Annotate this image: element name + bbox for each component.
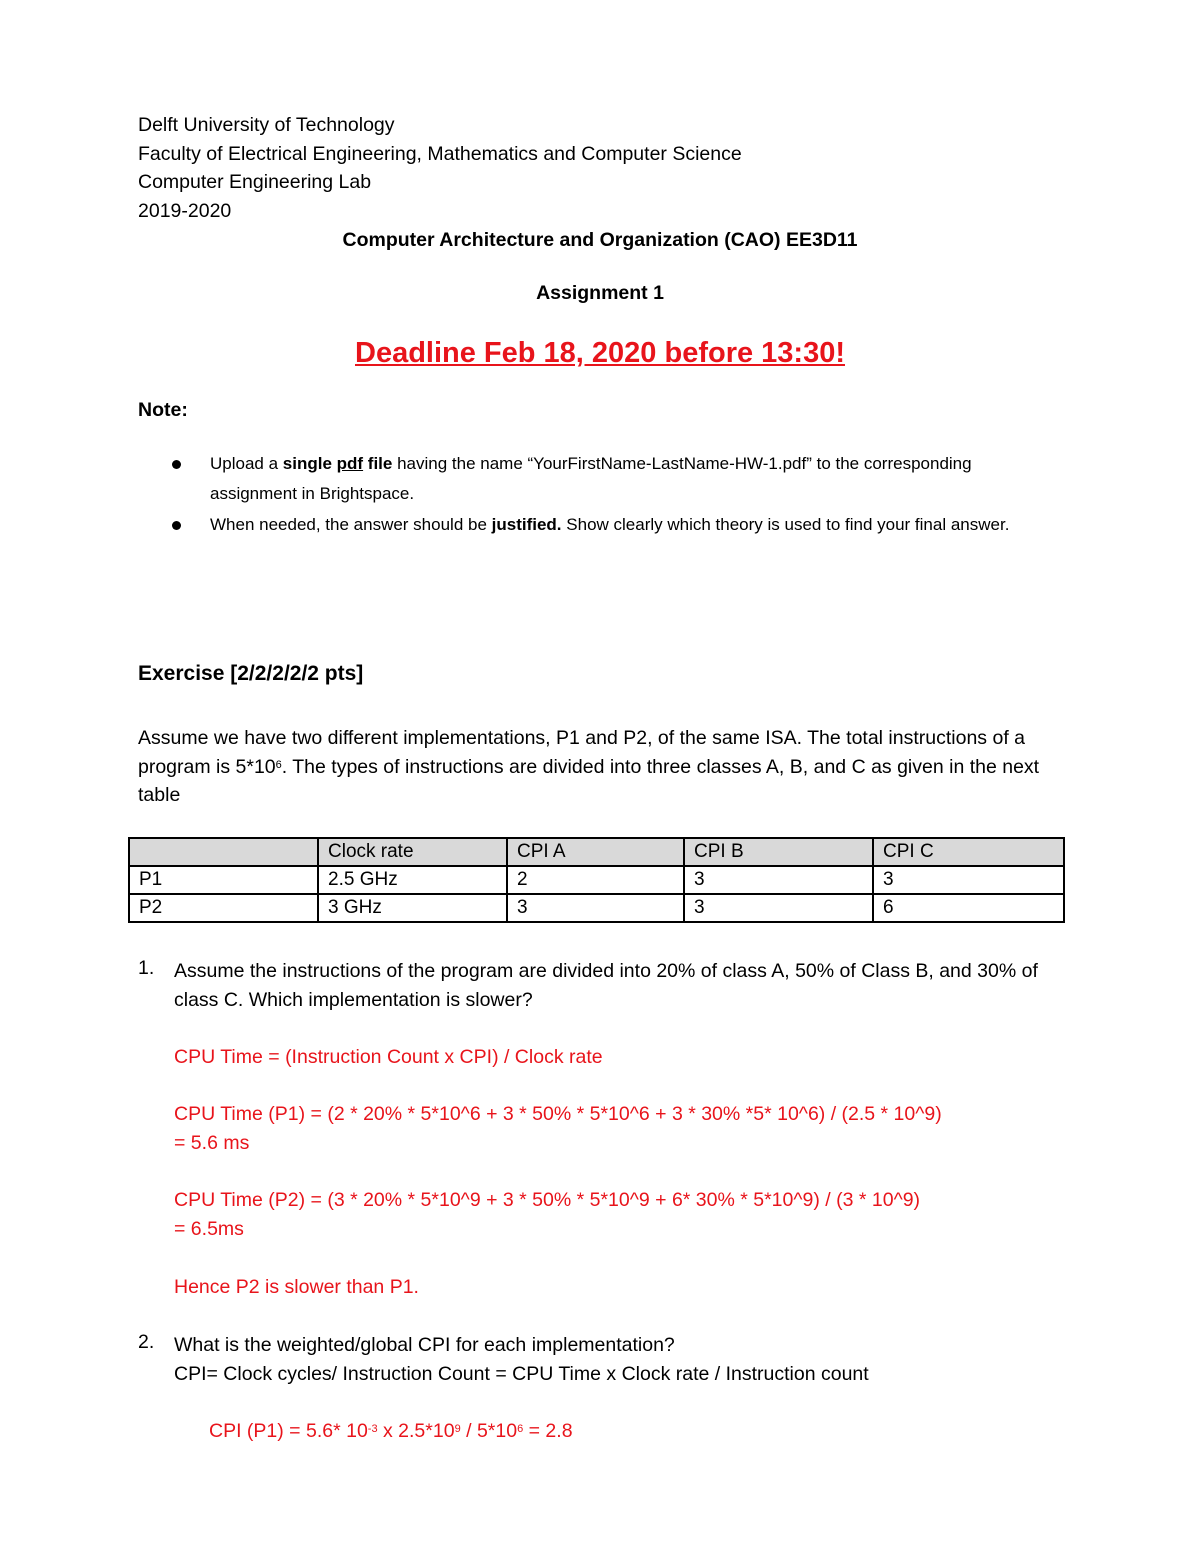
q1-p2-calc: CPU Time (P2) = (3 * 20% * 5*10^9 + 3 * 50% * 5*10^9 + 6* 30% * 5*10^9) / (3 * 10^9) bbox=[174, 1189, 921, 1211]
q2-answer-exponent: -3 bbox=[367, 1423, 378, 1435]
note-label: Note: bbox=[138, 399, 188, 421]
q2-answer-text: CPI (P1) = 5.6* 10 bbox=[209, 1420, 368, 1442]
table-cell: P1 bbox=[129, 866, 318, 894]
table-header-cell: CPI B bbox=[684, 838, 873, 866]
q1-p1-calc: CPU Time (P1) = (2 * 20% * 5*10^6 + 3 * 50% * 5*10^6 + 3 * 30% *5* 10^6) / (2.5 * 10^9) bbox=[174, 1103, 942, 1125]
table-cell: 3 GHz bbox=[318, 894, 507, 922]
table-cell: 3 bbox=[507, 894, 684, 922]
table-cell: 3 bbox=[873, 866, 1064, 894]
q1-formula: CPU Time = (Instruction Count x CPI) / Clock rate bbox=[174, 1046, 603, 1068]
q1-p1-result: = 5.6 ms bbox=[174, 1132, 250, 1154]
q2-answer-text: / 5*10 bbox=[460, 1420, 518, 1442]
table-header-cell: CPI C bbox=[873, 838, 1064, 866]
q2-p1-answer bbox=[209, 1417, 1099, 1446]
q2-answer-exponent: 6 bbox=[517, 1423, 524, 1435]
q1-conclusion: Hence P2 is slower than P1. bbox=[174, 1276, 419, 1298]
table-row bbox=[129, 894, 1064, 922]
exercise-intro-exponent: 6 bbox=[275, 758, 282, 771]
table-cell: P2 bbox=[129, 894, 318, 922]
table-row bbox=[129, 866, 1064, 894]
table-header-cell bbox=[129, 838, 318, 866]
table-cell: 3 bbox=[684, 866, 873, 894]
bullet-dot-icon bbox=[172, 460, 181, 469]
implementation-table bbox=[128, 837, 1065, 923]
table-cell: 2 bbox=[507, 866, 684, 894]
note-bullet-justify bbox=[172, 510, 1052, 540]
exercise-heading: Exercise [2/2/2/2/2 pts] bbox=[138, 662, 364, 685]
exercise-intro-text: . The types of instructions are divided into three classes A, B, and C as given in the next table bbox=[138, 755, 1040, 806]
bullet-dot-icon bbox=[172, 521, 181, 530]
table-header-row bbox=[129, 838, 1064, 866]
faculty-name: Faculty of Electrical Engineering, Mathematics and Computer Science bbox=[138, 143, 742, 165]
q2-answer-exponent: 9 bbox=[454, 1423, 461, 1435]
question-2-text: What is the weighted/global CPI for each implementation? bbox=[174, 1334, 675, 1356]
note-text: Upload a bbox=[210, 454, 283, 473]
table-cell: 6 bbox=[873, 894, 1064, 922]
lab-name: Computer Engineering Lab bbox=[138, 171, 372, 193]
note-emphasis-underlined: pdf bbox=[336, 454, 364, 473]
academic-year: 2019-2020 bbox=[138, 200, 232, 222]
note-list bbox=[172, 449, 1052, 541]
note-text: having the name “YourFirstName-LastName-HW-1.pdf” to the corresponding assignment in Brightspace. bbox=[210, 454, 972, 503]
note-emphasis: file bbox=[363, 454, 393, 473]
question-2-number: 2. bbox=[138, 1331, 155, 1353]
q2-formula: CPI= Clock cycles/ Instruction Count = CPU Time x Clock rate / Instruction count bbox=[174, 1363, 869, 1385]
note-text: When needed, the answer should be bbox=[210, 515, 492, 534]
university-name: Delft University of Technology bbox=[138, 114, 395, 136]
deadline-banner: Deadline Feb 18, 2020 before 13:30! bbox=[355, 337, 845, 369]
exercise-intro-text: Assume we have two different implementations, P1 and P2, of the same ISA. The total instructions of a program is 5*10 bbox=[138, 727, 1026, 778]
q1-p2-result: = 6.5ms bbox=[174, 1218, 244, 1240]
note-emphasis: justified. bbox=[491, 515, 562, 534]
q2-answer-text: = 2.8 bbox=[523, 1420, 573, 1442]
question-1-text: Assume the instructions of the program are divided into 20% of class A, 50% of Class B, and 30% of class C. Which implementation is slower? bbox=[174, 960, 1038, 1011]
course-title: Computer Architecture and Organization (CAO) EE3D11 bbox=[342, 229, 858, 251]
assignment-title: Assignment 1 bbox=[536, 282, 664, 304]
table-cell: 3 bbox=[684, 894, 873, 922]
note-bullet-upload bbox=[172, 449, 1052, 509]
table-header-cell: Clock rate bbox=[318, 838, 507, 866]
exercise-intro bbox=[138, 724, 1068, 810]
question-1-number: 1. bbox=[138, 957, 155, 979]
note-emphasis: single bbox=[282, 454, 337, 473]
table-header-cell: CPI A bbox=[507, 838, 684, 866]
q2-answer-text: x 2.5*10 bbox=[377, 1420, 455, 1442]
note-text: Show clearly which theory is used to find your final answer. bbox=[561, 515, 1010, 534]
table-cell: 2.5 GHz bbox=[318, 866, 507, 894]
